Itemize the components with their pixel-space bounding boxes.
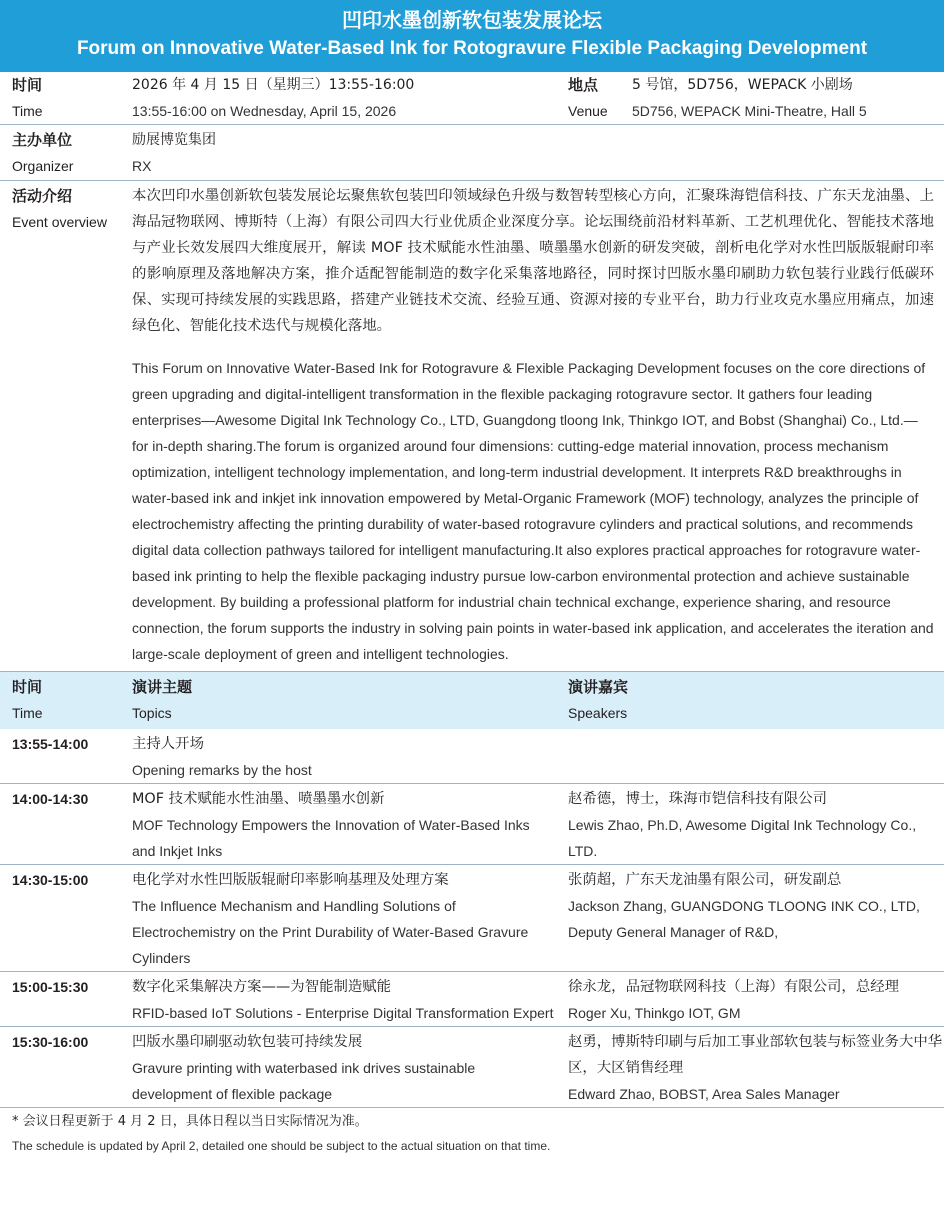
- session-speaker-zh: 赵勇，博斯特印刷与后加工事业部软包装与标签业务大中华区，大区销售经理: [568, 1034, 943, 1076]
- schedule-header-speaker-zh: 演讲嘉宾: [568, 678, 629, 696]
- footnote-en: The schedule is updated by April 2, detailed one should be subject to the actual situation on that time.: [12, 1139, 551, 1153]
- session-topic-en: The Influence Mechanism and Handling Solutions of Electrochemistry on the Print Durability of Water-Based Gravure Cylinders: [132, 898, 529, 966]
- session-speaker-en: Jackson Zhang, GUANGDONG TLOONG INK CO., LTD, Deputy General Manager of R&D,: [568, 898, 920, 940]
- page-title-en: Forum on Innovative Water-Based Ink for Rotogravure Flexible Packaging Development: [76, 38, 868, 59]
- overview-text: [120, 183, 940, 667]
- overview-label-zh: 活动介绍: [12, 187, 73, 205]
- session-speaker: [556, 974, 944, 1026]
- schedule-row: [0, 865, 944, 972]
- overview-text-zh: 本次凹印水墨创新软包装发展论坛聚焦软包装凹印领域绿色升级与数智转型核心方向，汇聚珠海铠信科技、广东天龙油墨、上海品冠物联网、博斯特（上海）有限公司四大行业优质企业深度分享。论坛围绕前沿材料革新、工艺机理优化、智能技术落地与产业长效发展四大维度展开，解读 MOF 技术赋能水性油墨、喷墨墨水创新的研发突破，剖析电化学对水性凹版版辊耐印率的影响原理及落地解决方案，推介适配智能制造的数字化采集落地路径，同时探讨凹版水墨印刷助力软包装行业践行低碳环保、实现可持续发展的实践思路，搭建产业链技术交流、经验互通、资源对接的专业平台，助力行业攻克水墨应用痛点，加速绿色化、智能化技术迭代与规模化落地。: [132, 188, 934, 334]
- organizer-label-en: Organizer: [12, 158, 74, 174]
- schedule-row: [0, 972, 944, 1027]
- overview-text-en: This Forum on Innovative Water-Based Ink for Rotogravure & Flexible Packaging Development focuses on the core directions of green upgrading and digital-intelligent transformation in the flexible packaging rotogravure sector. It gathers four leading enterprises—Awesome Digital Ink Technology Co., LTD, Guangdong tloong Ink, Thinkgo IOT, and Bobst (Shanghai) Co., Ltd.—for in-depth sharing.The forum is organized around four dimensions: cutting-edge material innovation, process mechanism optimization, intelligent technology implementation, and long-term industrial development. It interprets R&D breakthroughs in water-based ink and inkjet ink innovation empowered by Metal-Organic Framework (MOF) technology, analyzes the principle of electrochemistry affecting the printing durability of water-based rotogravure cylinders and practical solutions, and recommends digital data collection pathways tailored for intelligent manufacturing.It also explores practical approaches for rotogravure water-based ink printing to help the flexible packaging industry pursue low-carbon environmental protection and achieve sustainable development. By building a professional platform for industrial chain technical exchange, experience sharing, and resource connection, the forum supports the industry in solving pain points in water-based ink application, and accelerates the iteration and large-scale deployment of green and intelligent technologies.: [132, 360, 934, 662]
- session-speaker-zh: 徐永龙，品冠物联网科技（上海）有限公司，总经理: [568, 979, 899, 995]
- schedule-header-speaker-en: Speakers: [568, 705, 628, 721]
- schedule-header-time-en: Time: [12, 705, 43, 721]
- schedule-header-time: [0, 674, 120, 729]
- session-topic-zh: 凹版水墨印刷驱动软包装可持续发展: [132, 1034, 363, 1050]
- page-header: [0, 0, 944, 72]
- session-topic-en: Gravure printing with waterbased ink drives sustainable development of flexible package: [132, 1060, 476, 1102]
- time-value-en: 13:55-16:00 on Wednesday, April 15, 2026: [132, 103, 397, 119]
- session-speaker-zh: 赵希德，博士，珠海市铠信科技有限公司: [568, 791, 828, 807]
- venue-label: [556, 72, 632, 124]
- organizer-value-zh: 励展博览集团: [132, 132, 216, 148]
- session-time: [0, 786, 120, 864]
- event-info: [0, 72, 944, 672]
- session-topic-zh: 数字化采集解决方案——为智能制造赋能: [132, 979, 392, 995]
- page-title-zh: 凹印水墨创新软包装发展论坛: [342, 8, 602, 32]
- schedule-header-topic-en: Topics: [132, 705, 172, 721]
- session-topic-en: RFID-based IoT Solutions - Enterprise Digital Transformation Expert: [132, 1005, 554, 1021]
- session-time-text: 13:55-14:00: [12, 736, 89, 752]
- overview-label: [0, 183, 120, 667]
- session-speaker-en: Roger Xu, Thinkgo IOT, GM: [568, 1005, 741, 1021]
- session-time-text: 15:00-15:30: [12, 979, 89, 995]
- session-topic: [120, 974, 556, 1026]
- session-speaker: [556, 1029, 944, 1107]
- session-speaker-en: Lewis Zhao, Ph.D, Awesome Digital Ink Technology Co., LTD.: [568, 817, 917, 859]
- session-time: [0, 731, 120, 783]
- schedule-table: [0, 729, 944, 1108]
- footnote-zh: * 会议日程更新于 4 月 2 日，具体日程以当日实际情况为准。: [12, 1114, 368, 1129]
- overview-row: [0, 181, 944, 671]
- session-time: [0, 867, 120, 971]
- organizer-label-zh: 主办单位: [12, 131, 73, 149]
- session-speaker-en: Edward Zhao, BOBST, Area Sales Manager: [568, 1086, 840, 1102]
- schedule-row: [0, 1027, 944, 1108]
- session-speaker: [556, 786, 944, 864]
- organizer-label: [0, 127, 120, 180]
- time-value: [120, 72, 556, 124]
- session-topic-zh: MOF 技术赋能水性油墨、喷墨墨水创新: [132, 791, 385, 807]
- session-topic: [120, 1029, 556, 1107]
- session-topic-zh: 主持人开场: [132, 736, 204, 752]
- venue-value-en: 5D756, WEPACK Mini-Theatre, Hall 5: [632, 103, 867, 119]
- schedule-row: [0, 729, 944, 784]
- session-speaker-zh: 张荫超，广东天龙油墨有限公司，研发副总: [568, 872, 842, 888]
- time-value-zh: 2026 年 4 月 15 日（星期三）13:55-16:00: [132, 77, 415, 93]
- time-label-en: Time: [12, 103, 43, 119]
- footnote: [0, 1110, 944, 1158]
- overview-label-en: Event overview: [12, 214, 107, 230]
- organizer-value: [120, 127, 216, 180]
- session-speaker: [556, 867, 944, 971]
- session-time-text: 14:30-15:00: [12, 872, 89, 888]
- schedule-header-topic-zh: 演讲主题: [132, 678, 193, 696]
- session-topic: [120, 786, 556, 864]
- venue-value-zh: 5 号馆，5D756，WEPACK 小剧场: [632, 77, 853, 93]
- schedule-header-topic: [120, 674, 556, 729]
- schedule-row: [0, 784, 944, 865]
- session-speaker: [556, 731, 944, 783]
- session-topic-en: Opening remarks by the host: [132, 762, 312, 778]
- venue-value: [632, 72, 932, 124]
- session-time: [0, 974, 120, 1026]
- session-topic-en: MOF Technology Empowers the Innovation of Water-Based Inks and Inkjet Inks: [132, 817, 530, 859]
- time-venue-row: [0, 72, 944, 124]
- organizer-row: [0, 125, 944, 180]
- session-topic-zh: 电化学对水性凹版版辊耐印率影响基理及处理方案: [132, 872, 449, 888]
- session-topic: [120, 731, 556, 783]
- schedule-header: [0, 672, 944, 729]
- time-label-zh: 时间: [12, 76, 43, 94]
- schedule-header-speaker: [556, 674, 944, 729]
- session-topic: [120, 867, 556, 971]
- session-time-text: 15:30-16:00: [12, 1034, 89, 1050]
- time-label: [0, 72, 120, 124]
- venue-label-en: Venue: [568, 103, 608, 119]
- session-time-text: 14:00-14:30: [12, 791, 89, 807]
- venue-label-zh: 地点: [568, 76, 599, 94]
- session-time: [0, 1029, 120, 1107]
- schedule-header-time-zh: 时间: [12, 678, 43, 696]
- organizer-value-en: RX: [132, 158, 152, 174]
